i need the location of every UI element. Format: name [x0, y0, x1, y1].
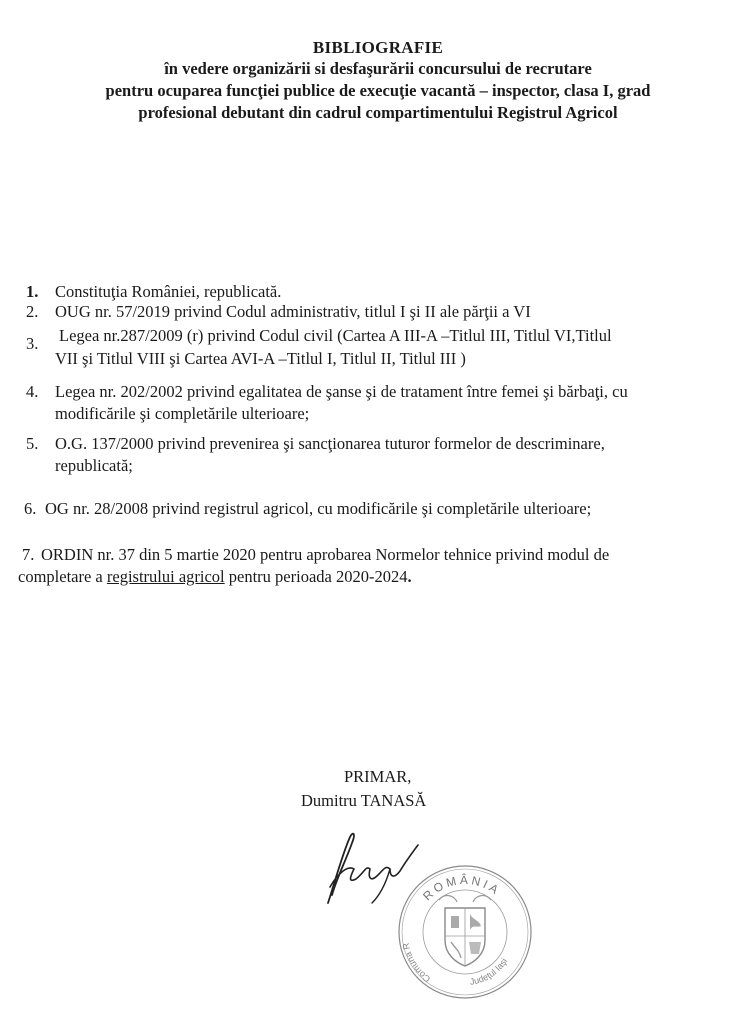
item-text: OG nr. 28/2008 privind registrul agricol, cu modificările şi completările ulterioare; — [45, 499, 592, 518]
item-number: 6. — [24, 499, 37, 518]
item-number: 4. — [26, 382, 39, 401]
item-text: O.G. 137/2000 privind prevenirea şi sancţionarea tuturor formelor de descriminare, — [55, 434, 605, 453]
item-number: 3. — [26, 334, 39, 353]
item-text-segment: completare a — [18, 567, 107, 586]
item-text-segment: pentru perioada 2020-2024 — [224, 567, 408, 586]
item-number: 1. — [26, 282, 39, 301]
signer-role: PRIMAR, — [344, 767, 412, 786]
stamp-commune-text: Comuna R — [400, 942, 433, 985]
item-text: OUG nr. 57/2019 privind Codul administrativ, titlul I şi II ale părţii a VI — [55, 302, 531, 321]
item-text: Constituţia României, republicată. — [55, 282, 282, 301]
svg-text:Comuna R — [400, 942, 432, 985]
item-number: 2. — [26, 302, 39, 321]
subtitle-line-3: profesional debutant din cadrul compartimentului Registrul Agricol — [138, 103, 618, 122]
item-text: Legea nr.287/2009 (r) privind Codul civil (Cartea A III-A –Titlul III, Titlul VI,Titlul — [59, 326, 612, 345]
document-title: BIBLIOGRAFIE — [312, 38, 444, 57]
stamp-county-text: Judeţul Iaşi — [469, 956, 510, 987]
subtitle-line-2: pentru ocuparea funcţiei publice de execuţie vacantă – inspector, clasa I, grad — [105, 81, 651, 100]
item-text: ORDIN nr. 37 din 5 martie 2020 pentru aprobarea Normelor tehnice privind modul de — [41, 545, 610, 564]
subtitle-line-1: în vedere organizării si desfaşurării concursului de recrutare — [164, 59, 592, 78]
official-stamp — [395, 862, 535, 1002]
item-text: modificările şi completările ulterioare; — [55, 404, 310, 423]
item-text: VII şi Titlul VIII şi Cartea AVI-A –Titlul I, Titlul II, Titlul III ) — [55, 349, 466, 368]
item-text: Legea nr. 202/2002 privind egalitatea de şanse şi de tratament între femei şi bărbaţi, cu — [55, 382, 628, 401]
item-number: 5. — [26, 434, 39, 453]
item-text-continuation — [18, 566, 412, 588]
stamp-country-text: ROMÂNIA — [420, 872, 504, 904]
item-text: republicată; — [55, 456, 133, 475]
underlined-term: registrului agricol — [106, 567, 225, 586]
signer-name: Dumitru TANASĂ — [301, 791, 427, 810]
item-text-period: . — [407, 567, 412, 586]
item-number: 7. — [22, 545, 35, 564]
